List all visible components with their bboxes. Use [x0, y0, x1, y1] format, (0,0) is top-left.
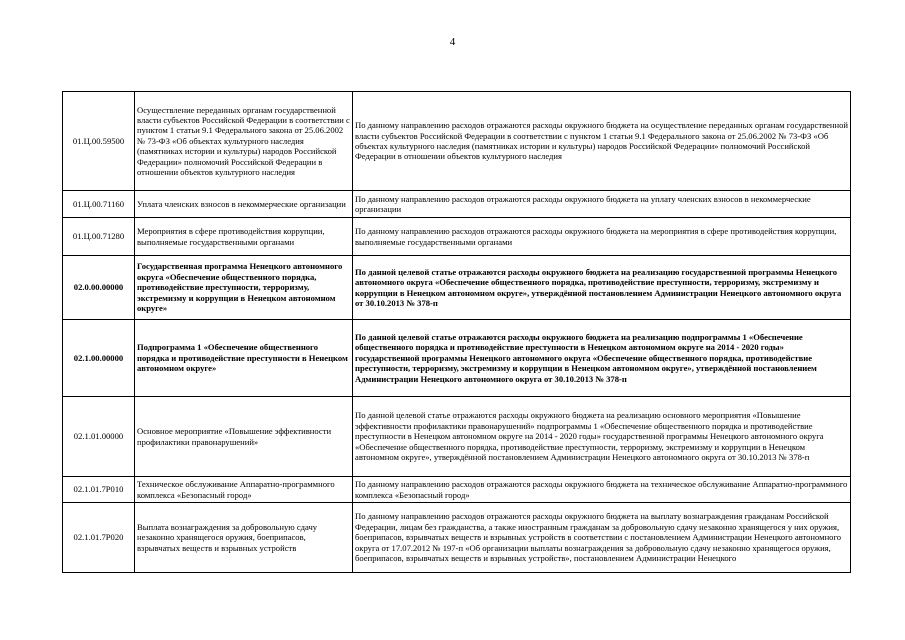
- table-row: [63, 397, 851, 477]
- row-code: 02.1.01.7Р020: [63, 503, 135, 573]
- row-name: Осуществление переданных органам государственной власти субъектов Российской Федерации в соответствии с пунктом 1 статьи 9.1 Федерального закона от 25.06.2002 № 73-ФЗ «Об объектах культурного наследия (памятниках истории и культуры) народов Российской Федерации» полномочий Российской Федерации в отношении объектов культурного наследия: [135, 92, 353, 191]
- page-number: 4: [449, 36, 456, 48]
- table-row: [63, 256, 851, 320]
- row-name: Выплата вознаграждения за добровольную сдачу незаконно хранящегося оружия, боеприпасов, взрывчатых веществ и взрывных устройств: [135, 503, 353, 573]
- row-description: По данному направлению расходов отражаются расходы окружного бюджета на техническое обслуживание Аппаратно-программного комплекса «Безопасный город»: [353, 477, 851, 503]
- row-description: По данному направлению расходов отражаются расходы окружного бюджета на мероприятия в сфере противодействия коррупции, выполняемые государственными органами: [353, 218, 851, 256]
- row-code: 02.1.00.00000: [63, 320, 135, 397]
- row-code: 02.1.01.7Р010: [63, 477, 135, 503]
- table-row: [63, 92, 851, 191]
- row-code: 01.Ц.00.59500: [63, 92, 135, 191]
- row-description: По данному направлению расходов отражаются расходы окружного бюджета на уплату членских взносов в некоммерческие организации: [353, 191, 851, 218]
- budget-classification-table: [62, 91, 851, 573]
- row-name: Мероприятия в сфере противодействия коррупции, выполняемые государственными органами: [135, 218, 353, 256]
- row-name: Основное мероприятие «Повышение эффективности профилактики правонарушений»: [135, 397, 353, 477]
- row-name: Техническое обслуживание Аппаратно-программного комплекса «Безопасный город»: [135, 477, 353, 503]
- row-description: По данному направлению расходов отражаются расходы окружного бюджета на осуществление переданных органам государственной власти субъектов Российской Федерации в соответствии с пунктом 1 статьи 9.1 Федерального закона от 25.06.2002 № 73-ФЗ «Об объектах культурного наследия (памятниках истории и культуры) народов Российской Федерации» полномочий Российской Федерации в отношении объектов культурного наследия: [353, 92, 851, 191]
- row-code: 02.0.00.00000: [63, 256, 135, 320]
- row-description: По данной целевой статье отражаются расходы окружного бюджета на реализацию подпрограммы 1 «Обеспечение общественного порядка и противодействие преступности в Ненецком автономном округе на 2014 - 2020 годы» государственной программы Ненецкого автономного округа «Обеспечение общественного порядка, противодействие преступности, терроризму, экстремизму и коррупции в Ненецком автономном округе», утверждённой постановлением Администрации Ненецкого автономного округа от 30.10.2013 № 378-п: [353, 320, 851, 397]
- row-name: Уплата членских взносов в некоммерческие организации: [135, 191, 353, 218]
- row-description: По данному направлению расходов отражаются расходы окружного бюджета на выплату вознаграждения гражданам Российской Федерации, лицам без гражданства, а также иностранным гражданам за добровольную сдачу незаконно хранящегося у них оружия, боеприпасов, взрывчатых веществ и взрывных устройств в соответствии с постановлением Администрации Ненецкого автономного округа от 17.07.2012 № 197-п «Об организации выплаты вознаграждения за добровольную сдачу незаконно хранящегося оружия, боеприпасов, взрывчатых веществ и взрывных устройств», постановлением Администрации Ненецкого: [353, 503, 851, 573]
- table-row: [63, 503, 851, 573]
- row-code: 01.Ц.00.71280: [63, 218, 135, 256]
- row-code: 02.1.01.00000: [63, 397, 135, 477]
- table-row: [63, 218, 851, 256]
- table-row: [63, 477, 851, 503]
- row-code: 01.Ц.00.71160: [63, 191, 135, 218]
- row-name: Государственная программа Ненецкого автономного округа «Обеспечение общественного порядка, противодействие преступности, терроризму, экстремизму и коррупции в Ненецком автономном округе»: [135, 256, 353, 320]
- table-row: [63, 191, 851, 218]
- row-description: По данной целевой статье отражаются расходы окружного бюджета на реализацию основного мероприятия «Повышение эффективности профилактики правонарушений» подпрограммы 1 «Обеспечение общественного порядка и противодействие преступности в Ненецком автономном округе на 2014 - 2020 годы» государственной программы Ненецкого автономного округа «Обеспечение общественного порядка, противодействие преступности, терроризму, экстремизму и коррупции в Ненецком автономном округе», утверждённой постановлением Администрации Ненецкого автономного округа от 30.10.2013 № 378-п: [353, 397, 851, 477]
- row-description: По данной целевой статье отражаются расходы окружного бюджета на реализацию государственной программы Ненецкого автономного округа «Обеспечение общественного порядка, противодействие преступности, терроризму, экстремизму и коррупции в Ненецком автономном округе», утверждённой постановлением Администрации Ненецкого автономного округа от 30.10.2013 № 378-п: [353, 256, 851, 320]
- table-row: [63, 320, 851, 397]
- row-name: Подпрограмма 1 «Обеспечение общественного порядка и противодействие преступности в Ненецком автономном округе»: [135, 320, 353, 397]
